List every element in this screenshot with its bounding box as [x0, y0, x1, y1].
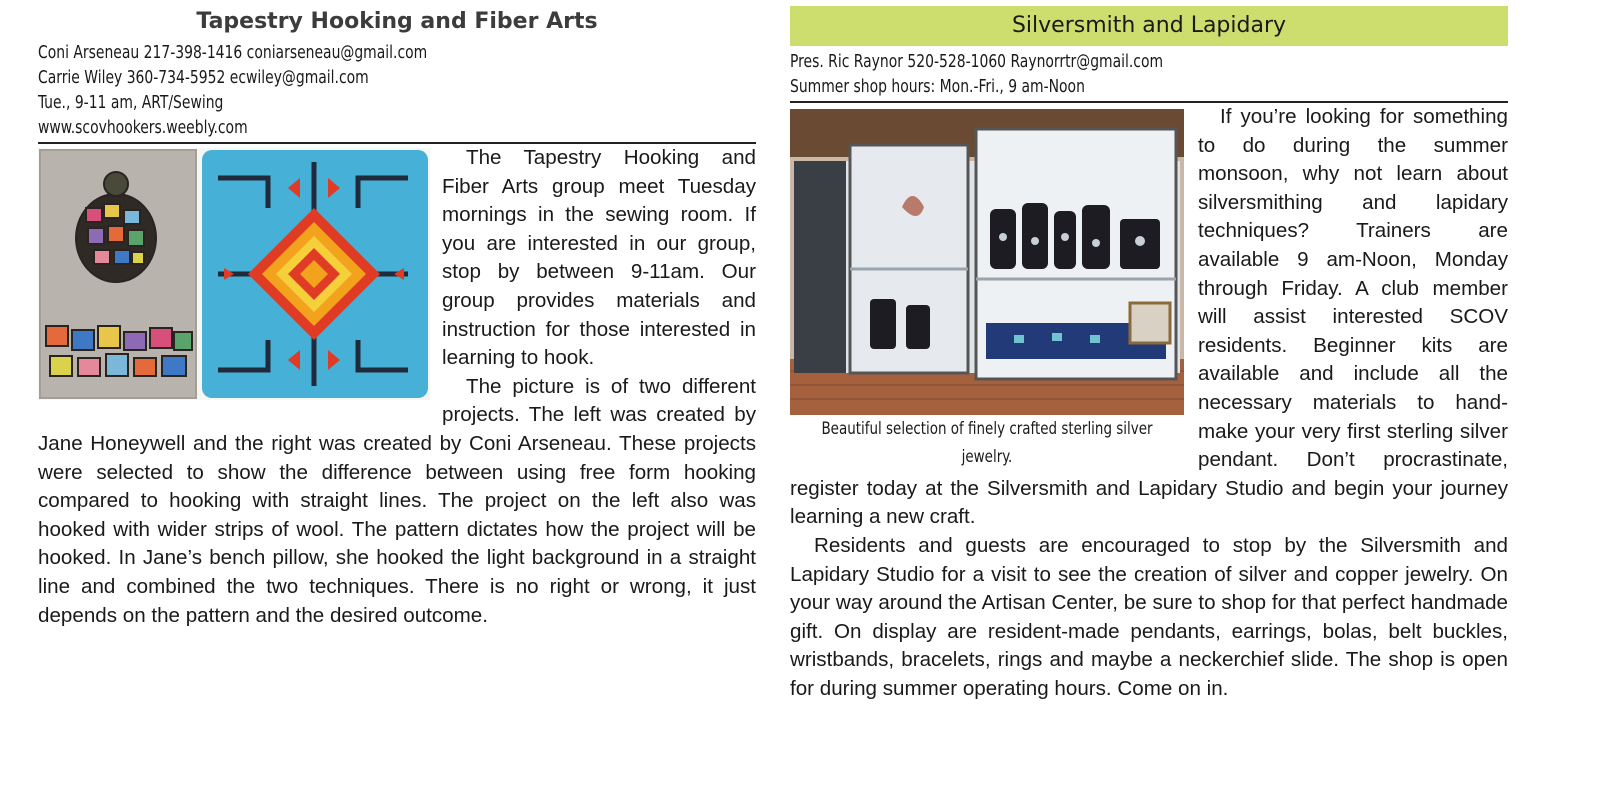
hooked-projects-photo: [38, 148, 430, 400]
jewelry-display-photo: [790, 109, 1184, 415]
silversmith-paragraph-2: Residents and guests are encouraged to stop by the Silversmith and Lapidary Studio for a visit to see the creation of silver and copper jewelry. On your way around the Artisan Center, be sure to shop for that perfect handmade gift. On display are resident-made pendants, earrings, bolas, belt buckles, wristbands, bracelets, rings and maybe a neckerchief slide. The shop is open for during summer operating hours. Come on in.: [790, 533, 1508, 700]
photo-caption: Beautiful selection of finely crafted sterling silver jewelry.: [821, 419, 1153, 467]
silversmith-body: [790, 103, 1508, 703]
silversmith-article: [790, 0, 1508, 703]
contact-line: Summer shop hours: Mon.-Fri., 9 am-Noon: [790, 76, 1085, 97]
photo-with-caption: [790, 109, 1184, 471]
silversmith-paragraph-1: If you’re looking for something to do during the summer monsoon, why not learn about silversmithing and lapidary techniques? Trainers are available 9 am-Noon, Monday through Friday. A club member will assist interested SCOV residents. Beginner kits are available and include all the necessary materials to hand-make your very first sterling silver pendant. Don’t procrastinate, register today at the Silversmith and Lapidary Studio and begin your journey learning a new craft.: [790, 105, 1508, 529]
silversmith-heading: Silversmith and Lapidary: [790, 6, 1508, 46]
silversmith-contact-block: [790, 49, 1508, 103]
tapestry-body: [38, 144, 756, 630]
tapestry-contact-block: [38, 40, 756, 144]
tapestry-heading: Tapestry Hooking and Fiber Arts: [196, 9, 598, 34]
contact-line: Tue., 9-11 am, ART/Sewing: [38, 92, 224, 113]
website-link[interactable]: www.scovhookers.weebly.com: [38, 117, 248, 138]
tapestry-paragraph-2: The picture is of two different projects. The left was created by Jane Honeywell and the right was created by Coni Arseneau. These projects were selected to show the difference between using free form hooking compared to hooking with straight lines. The project on the left also was hooked with wider strips of wool. The pattern dictates how the project will be hooked. In Jane’s bench pillow, she hooked the light background in a straight line and combined the two techniques. There is no right or wrong, it just depends on the pattern and the desired outcome.: [38, 374, 756, 627]
tapestry-article: [38, 0, 756, 630]
tapestry-paragraph-1: The Tapestry Hooking and Fiber Arts group meet Tuesday mornings in the sewing room. If you are interested in our group, stop by between 9-11am. Our group provides materials and instruction for those interested in learning to hook.: [442, 146, 756, 370]
contact-line: Carrie Wiley 360-734-5952 ecwiley@gmail.com: [38, 67, 369, 88]
contact-line: Coni Arseneau 217-398-1416 coniarseneau@gmail.com: [38, 42, 428, 63]
contact-line: Pres. Ric Raynor 520-528-1060 Raynorrtr@gmail.com: [790, 51, 1164, 72]
